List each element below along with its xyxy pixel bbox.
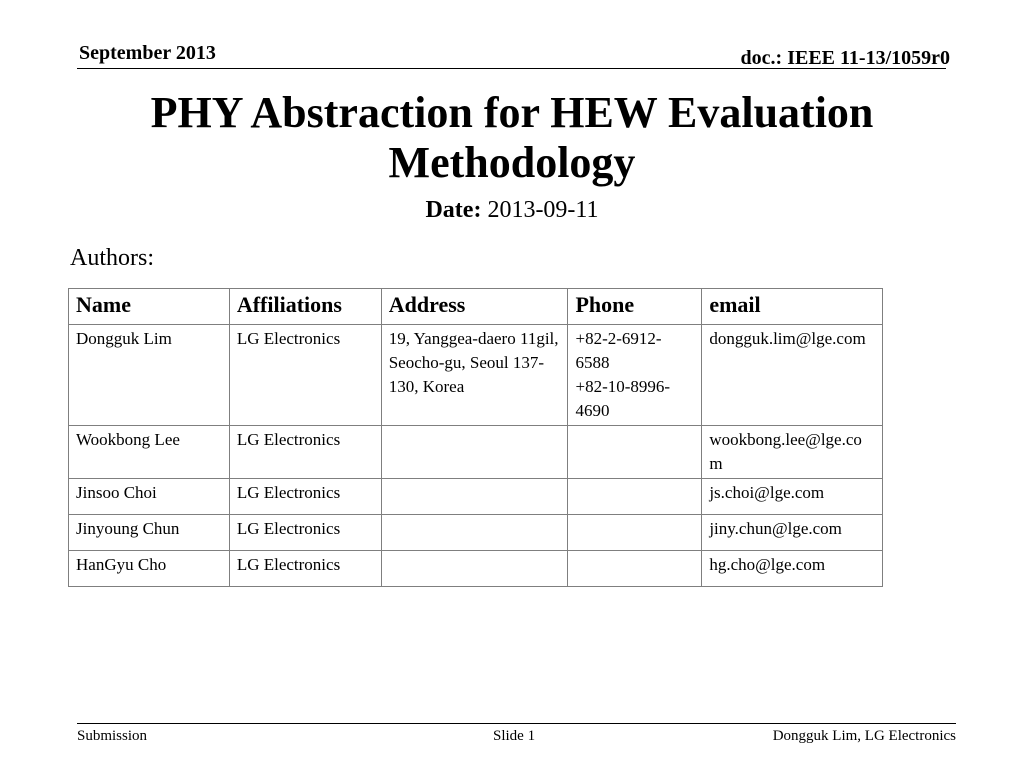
cell-address: 19, Yanggea-daero 11gil, Seocho-gu, Seoul 137-130, Korea	[381, 325, 568, 426]
cell-address	[381, 551, 568, 587]
cell-affiliation: LG Electronics	[229, 515, 381, 551]
authors-label: Authors:	[70, 245, 154, 271]
slide-title	[0, 88, 1024, 188]
column-header-email: email	[702, 289, 883, 325]
cell-name: Dongguk Lim	[69, 325, 230, 426]
cell-phone: +82-2-6912-6588 +82-10-8996-4690	[568, 325, 702, 426]
column-header-phone: Phone	[568, 289, 702, 325]
cell-phone	[568, 515, 702, 551]
footer-submission: Submission	[77, 728, 148, 744]
footer-author: Dongguk Lim, LG Electronics	[772, 728, 956, 744]
header-divider	[77, 68, 946, 69]
cell-email: wookbong.lee@lge.com	[702, 426, 883, 479]
date-value: 2013-09-11	[481, 197, 599, 223]
footer-slide-number: Slide 1	[493, 728, 536, 744]
table-row	[69, 325, 883, 426]
table-header-row	[69, 289, 883, 325]
cell-address	[381, 515, 568, 551]
cell-affiliation: LG Electronics	[229, 325, 381, 426]
column-header-address: Address	[381, 289, 568, 325]
cell-affiliation: LG Electronics	[229, 426, 381, 479]
cell-address	[381, 479, 568, 515]
header-doc-id: doc.: IEEE 11-13/1059r0	[740, 47, 950, 69]
authors-table	[68, 288, 883, 587]
cell-name: Jinyoung Chun	[69, 515, 230, 551]
slide-title-line-1: PHY Abstraction for HEW Evaluation	[150, 88, 874, 137]
cell-email: js.choi@lge.com	[702, 479, 883, 515]
footer-divider	[77, 723, 956, 724]
cell-phone	[568, 551, 702, 587]
cell-name: Jinsoo Choi	[69, 479, 230, 515]
cell-phone	[568, 479, 702, 515]
cell-email: dongguk.lim@lge.com	[702, 325, 883, 426]
date-line	[0, 197, 1024, 224]
table-row	[69, 479, 883, 515]
cell-address	[381, 426, 568, 479]
cell-affiliation: LG Electronics	[229, 479, 381, 515]
cell-name: HanGyu Cho	[69, 551, 230, 587]
cell-email: jiny.chun@lge.com	[702, 515, 883, 551]
table-row	[69, 551, 883, 587]
date-label: Date:	[425, 197, 482, 223]
cell-name: Wookbong Lee	[69, 426, 230, 479]
column-header-affiliations: Affiliations	[229, 289, 381, 325]
slide-title-line-2: Methodology	[388, 138, 636, 187]
cell-email: hg.cho@lge.com	[702, 551, 883, 587]
table-row	[69, 426, 883, 479]
cell-phone	[568, 426, 702, 479]
table-row	[69, 515, 883, 551]
column-header-name: Name	[69, 289, 230, 325]
cell-affiliation: LG Electronics	[229, 551, 381, 587]
header-date: September 2013	[79, 42, 216, 64]
